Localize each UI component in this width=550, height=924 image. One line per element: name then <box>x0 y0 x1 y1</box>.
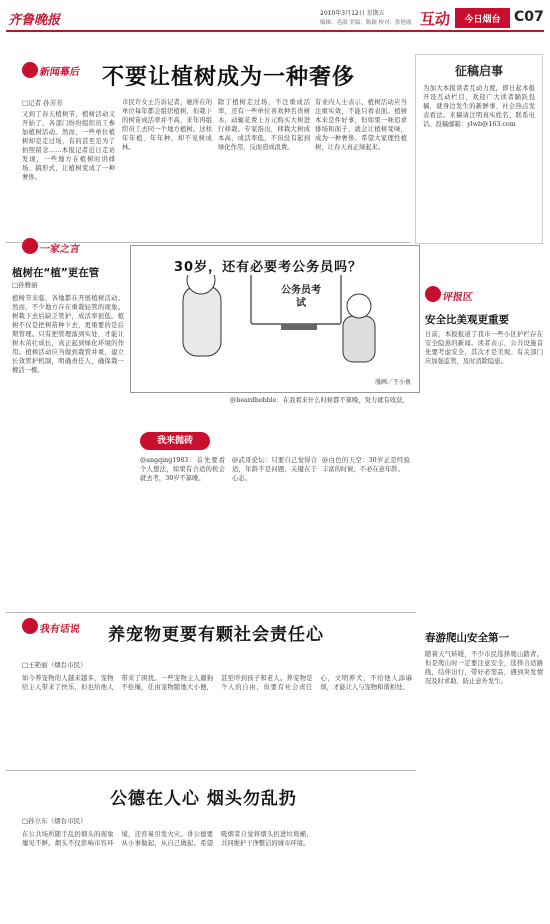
headline: 植树在“植”更在管 <box>12 267 100 279</box>
tag-bullet <box>22 62 38 78</box>
section-label: 互动 <box>420 10 451 28</box>
comment: @武哥论坛：只要自己觉得合适，年龄不是问题，关键在于心态。 <box>232 457 317 482</box>
divider <box>6 770 416 771</box>
headline: 春游爬山安全第一 <box>425 632 509 644</box>
tag-bullet <box>22 618 38 634</box>
section-badge: 今日烟台 <box>455 8 510 28</box>
character-right <box>343 316 375 362</box>
byline: □王艳丽（烟台市民） <box>22 661 87 669</box>
article-body: 植树节来临，各地都在开展植树活动。然而，不少地方存在重栽轻管的现象。树栽下去后缺乏管护，成活率很低。植树不仅是把树苗种下去，更重要的是后期管理。只有把管理落到实处，才能让树木茁壮成长，真正起到绿化环境的作用。植树活动应当做到栽管并重，建立长效管护机制，明确责任人，确保栽一棵活一棵。 <box>12 295 124 374</box>
tag-bullet <box>22 238 38 254</box>
article-tag: 新闻幕后 <box>38 67 81 78</box>
sidebar-body: 为加大本报读者互动力度，即日起本报开设互动栏目，欢迎广大读者踊跃投稿，就身边发生的新鲜事、社会热点发表看法。来稿请注明真实姓名、联系电话。投稿邮箱：ylwb@163.com <box>423 85 535 128</box>
tag-bullet <box>425 286 441 302</box>
divider <box>6 612 416 613</box>
article-column: 除了植树走过场，不注重成活率，还有一些单位喜欢种名贵树木，动辄花费上万元购买大树进行移栽。专家指出，移栽大树成本高、成活率低，不但没有起到绿化作用，反而造成浪费。 <box>218 99 310 151</box>
byline: □孙雅丽 <box>12 281 38 289</box>
article-body: 随着天气转暖，不少市民选择爬山踏青。但是爬山时一定要注意安全，选择合适路线，结伴出行，带好必需品，遇到突发情况及时求助，防止意外发生。 <box>425 651 543 685</box>
cartoon-title: 30岁，还有必要考公务员吗？ <box>168 256 368 275</box>
comments-button[interactable] <box>140 432 210 450</box>
comment: @白色的天空：30岁正是经验丰富的时候，不必在意年龄。 <box>322 457 410 473</box>
editor-credits: 编辑：毛淑 美编：陈颖 校对：张艳霞 <box>320 20 412 26</box>
article-body: 如今养宠物的人越来越多，宠物给主人带来了快乐，但也给他人带来了困扰。一些宠物主人遛狗不拴绳，任由宠物随地大小便，甚至吓到孩子和老人。养宠物是个人的自由，但要有社会责任心，文明养犬，不给他人添麻烦，才能让人与宠物和谐相处。 <box>22 675 412 691</box>
headline: 安全比美观更重要 <box>425 314 509 326</box>
newspaper-logo: 齐鲁晚报 <box>8 13 61 28</box>
desk <box>281 324 317 330</box>
article-column: 又到了春天植树节，植树活动又开始了，各部门纷纷组织员工参加植树活动。然而，一些单位植树却是走过场，有的甚至是为了拍照留念……本报记者近日走访发现，一些地方在植树时讲排场、搞形式，让植树变成了一种奢侈。 <box>22 111 115 181</box>
article-tag: 一家之言 <box>38 244 81 255</box>
sidebar-title: 征稿启事 <box>454 64 503 78</box>
issue-date: 2010年3月12日 星期五 <box>320 10 385 17</box>
headline: 养宠物更要有颗社会责任心 <box>108 625 324 645</box>
article-body: 日前，本报报道了我市一些小区护栏存在安全隐患的新闻。读者表示，公共设施首先要考虑安全，其次才是美观。有关部门应加强监管，及时消除隐患。 <box>425 331 543 365</box>
article-tag: 我有话说 <box>38 624 81 635</box>
article-body: 在公共场所随手乱扔烟头的现象屡见不鲜。烟头不仅影响市容环境，还容易引发火灾。讲公德要从小事做起，从自己做起。希望吸烟者自觉将烟头扔进垃圾桶，共同维护干净整洁的城市环境。 <box>22 831 313 847</box>
header-rule <box>6 30 544 32</box>
byline: □孙立东（烟台市民） <box>22 817 87 825</box>
article-tag: 评报区 <box>441 292 474 303</box>
page-number: C07 <box>514 9 544 25</box>
article-column: 市民许女士告诉记者，她所在的单位每年都会组织植树，但栽下的树苗成活率并不高，来年再组织员工去同一个地方植树。这样年年植、年年种，却不见树成林。 <box>122 99 212 151</box>
byline: □记者 孙芳芳 <box>22 99 63 107</box>
character-right-head <box>347 294 371 318</box>
article-column: 有业内人士表示，植树活动应当注重实效，不能只看表面。植树本来是件好事，但如果一味追求排场和面子，就会让植树变味，成为一种奢侈。希望大家理性植树，让春天真正绿起来。 <box>315 99 407 151</box>
exam-sign-text: 公务员考试 <box>281 285 321 309</box>
headline: 不要让植树成为一种奢侈 <box>102 65 356 90</box>
comment: @beardbobble：在我看来什么时候都不算晚，努力就有收获。 <box>230 397 409 404</box>
character-left <box>183 286 221 356</box>
comment: @angqing1983：首先要看个人想法，如果有合适的机会就去考，30岁不算晚。 <box>140 457 225 482</box>
cartoon-credit: 漫画／王小鱼 <box>374 379 411 386</box>
headline: 公德在人心 烟头勿乱扔 <box>110 789 297 809</box>
comments-button-label: 我来抛砖 <box>156 436 193 446</box>
